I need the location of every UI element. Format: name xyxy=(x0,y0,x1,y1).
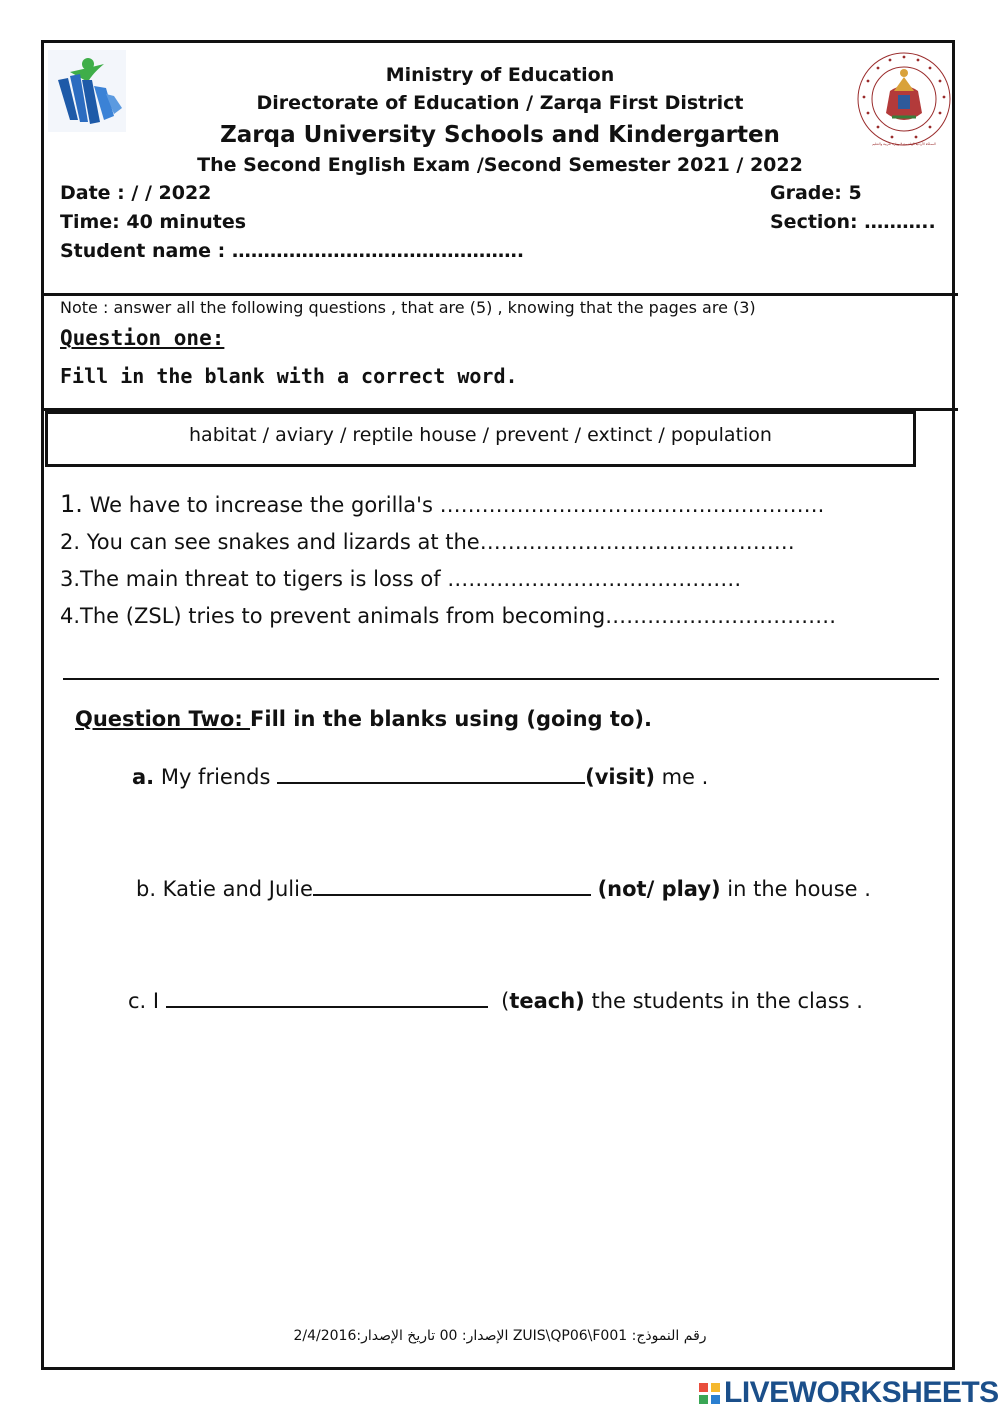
q1-item-number: 2. xyxy=(60,530,81,554)
exam-date: Date : / / 2022 xyxy=(60,182,212,204)
q1-item-text: You can see snakes and lizards at the……………………………………… xyxy=(80,530,795,554)
question-two-instruction: Fill in the blanks using (going to). xyxy=(250,707,652,731)
logo-square xyxy=(711,1395,720,1404)
q2-item-b xyxy=(136,874,871,901)
q1-item-number: 4. xyxy=(60,604,81,628)
q2-item-c-blank[interactable] xyxy=(166,986,488,1008)
q2-item-a-verb: (visit) xyxy=(585,765,655,789)
ministry-title: Ministry of Education xyxy=(385,64,615,86)
question-one-title: Question one: xyxy=(60,326,225,350)
school-name: Zarqa University Schools and Kindergarten xyxy=(220,122,780,148)
question-two-title: Question Two: xyxy=(75,707,251,731)
q2-item-a-blank[interactable] xyxy=(277,762,585,784)
q2-item-b-verb: (not/ play) xyxy=(597,877,721,901)
q2-item-a xyxy=(132,762,708,789)
logo-square xyxy=(711,1383,720,1392)
question-two-heading xyxy=(75,707,652,731)
q2-item-a-end: me . xyxy=(654,765,709,789)
q2-item-b-blank[interactable] xyxy=(313,874,591,896)
q1-item-2 xyxy=(60,530,795,554)
directorate-title: Directorate of Education / Zarqa First District xyxy=(256,92,744,114)
q2-item-c-verb: teach) xyxy=(509,989,585,1013)
q1-item-text: We have to increase the gorilla's ………………………………………………. xyxy=(82,493,825,517)
q2-item-c xyxy=(128,986,863,1013)
question-separator xyxy=(63,678,939,680)
q1-item-text: The main threat to tigers is loss of …………………………………… xyxy=(80,567,742,591)
q1-item-number: 1. xyxy=(60,490,83,518)
liveworksheets-wordmark: LIVEWORKSHEETS xyxy=(724,1376,999,1409)
q2-item-b-start: b. Katie and Julie xyxy=(136,877,313,901)
q2-item-c-open: ( xyxy=(501,989,510,1013)
q2-item-a-label: a. xyxy=(132,765,155,789)
header-divider xyxy=(41,293,958,296)
q2-item-c-end: the students in the class . xyxy=(591,989,863,1013)
liveworksheets-brand[interactable] xyxy=(699,1376,999,1410)
q2-item-c-start: c. I xyxy=(128,989,166,1013)
school-logo-icon xyxy=(48,50,126,132)
word-bank-box xyxy=(45,411,916,467)
exam-note: Note : answer all the following questions , that are (5) , knowing that the pages are (3) xyxy=(60,298,756,317)
seal-inscription: المملكة الأردنية الهاشمية * وزارة التربية والتعليم xyxy=(872,142,936,146)
question-one-instruction: Fill in the blank with a correct word. xyxy=(60,364,518,388)
word-bank: habitat / aviary / reptile house / prevent / extinct / population xyxy=(189,424,772,446)
liveworksheets-logo-icon xyxy=(699,1383,720,1404)
q1-item-4 xyxy=(60,604,836,628)
q1-item-number: 3. xyxy=(60,567,81,591)
q2-item-b-end: in the house . xyxy=(720,877,871,901)
grade-label: Grade: 5 xyxy=(770,182,862,204)
section-field: Section: ……….. xyxy=(770,211,936,233)
form-footer: رقم النموذج: ZUIS\QP06\F001 الإصدار: 00 تاريخ الإصدار:2/4/2016 xyxy=(293,1328,707,1344)
student-name-field: Student name : ………………………………………. xyxy=(60,240,525,262)
q1-item-1 xyxy=(60,490,824,518)
q1-item-text: The (ZSL) tries to prevent animals from becoming…………………………… xyxy=(80,604,837,628)
logo-square xyxy=(699,1395,708,1404)
exam-title: The Second English Exam /Second Semester 2021 / 2022 xyxy=(197,154,803,176)
q1-item-3 xyxy=(60,567,741,591)
exam-time: Time: 40 minutes xyxy=(60,211,247,233)
logo-square xyxy=(699,1383,708,1392)
q2-item-a-start: My friends xyxy=(154,765,278,789)
